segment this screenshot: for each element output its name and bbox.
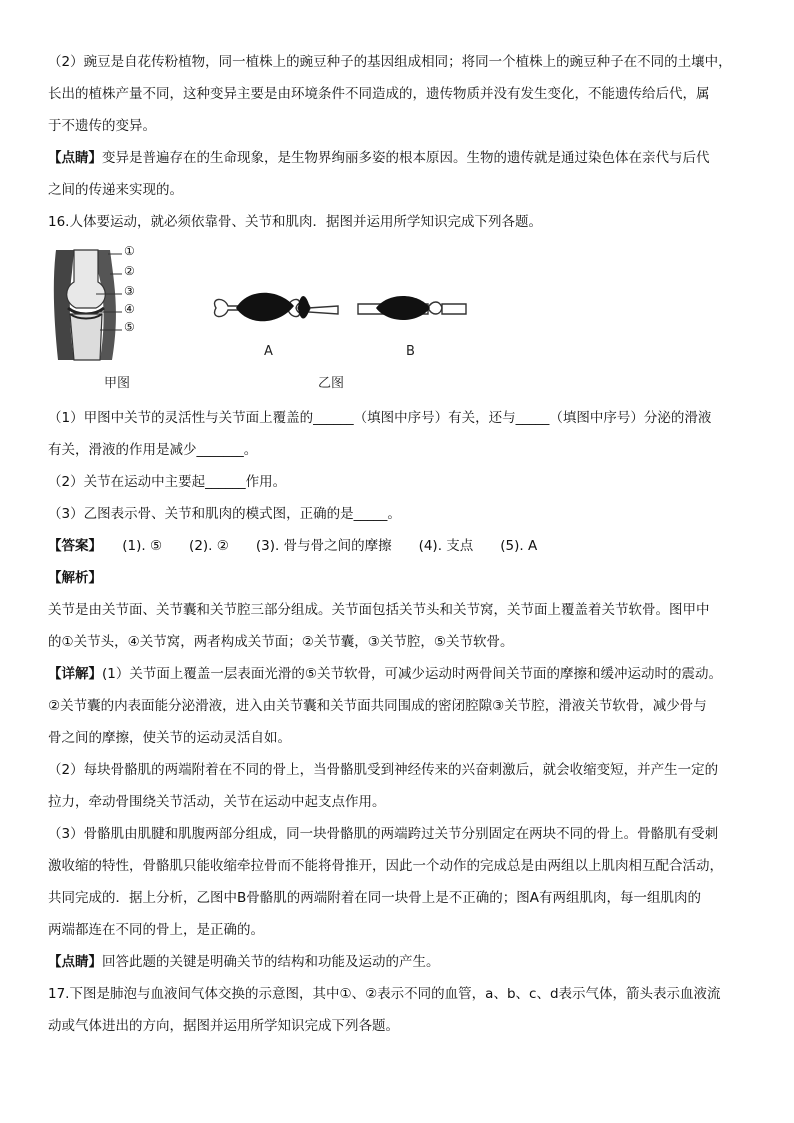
- text-line: （2）关节在运动中主要起______作用。: [48, 474, 287, 490]
- jia-caption: 甲图: [104, 376, 131, 391]
- text-line: （2）豌豆是自花传粉植物，同一植株上的豌豆种子的基因组成相同；将同一个植株上的豌豆种子在不同的土壤中，: [48, 54, 732, 70]
- jia-joint-diagram: [54, 250, 122, 360]
- yi-diagram-a: [215, 293, 338, 322]
- jia-label-3: ③: [124, 284, 135, 298]
- text-line: 的①关节头，④关节窝，两者构成关节面；②关节囊，③关节腔，⑤关节软骨。: [48, 634, 514, 650]
- jia-label-4: ④: [124, 302, 135, 316]
- text-line: 【答案】 (1). ⑤ (2). ② (3). 骨与骨之间的摩擦 (4). 支点 (5). A: [48, 538, 538, 554]
- text-line: 16.人体要运动，就必须依靠骨、关节和肌肉．据图并运用所学知识完成下列各题。: [48, 214, 542, 230]
- jia-label-5: ⑤: [124, 320, 135, 334]
- text-line: ②关节囊的内表面能分泌滑液，进入由关节囊和关节面共同围成的密闭腔隙③关节腔，滑液关节软骨，减少骨与: [48, 698, 707, 714]
- text-line: [48, 568, 102, 588]
- text-line: 长出的植株产量不同，这种变异主要是由环境条件不同造成的，遗传物质并没有发生变化，不能遗传给后代，属: [48, 86, 710, 102]
- text-line: 关节是由关节面、关节囊和关节腔三部分组成。关节面包括关节头和关节窝，关节面上覆盖着关节软骨。图甲中: [48, 602, 710, 618]
- section-marker: 【答案】: [48, 538, 96, 554]
- section-marker: 【详解】: [48, 666, 102, 682]
- text-line: 于不遗传的变异。: [48, 118, 156, 134]
- yi-caption: 乙图: [318, 376, 345, 391]
- joint-figure: [48, 242, 528, 392]
- text-line: 【点睛】变异是普遍存在的生命现象，是生物界绚丽多姿的根本原因。生物的遗传就是通过染色体在亲代与后代: [48, 150, 710, 166]
- text-line: 动或气体进出的方向，据图并运用所学知识完成下列各题。: [48, 1018, 399, 1034]
- text-line: 【点睛】回答此题的关键是明确关节的结构和功能及运动的产生。: [48, 954, 440, 970]
- section-marker: 【点睛】: [48, 954, 102, 970]
- text-line: 激收缩的特性，骨骼肌只能收缩牵拉骨而不能将骨推开，因此一个动作的完成总是由两组以上肌肉相互配合活动，: [48, 858, 723, 874]
- joint-diagrams: [48, 242, 528, 392]
- text-line: 共同完成的．据上分析，乙图中B骨骼肌的两端附着在同一块骨上是不正确的；图A有两组肌肉，每一组肌肉的: [48, 890, 701, 906]
- text-line: 【详解】(1）关节面上覆盖一层表面光滑的⑤关节软骨，可减少运动时两骨间关节面的摩擦和缓冲运动时的震动。: [48, 666, 722, 682]
- jia-label-2: ②: [124, 264, 135, 278]
- text-line: （2）每块骨骼肌的两端附着在不同的骨上，当骨骼肌受到神经传来的兴奋刺激后，就会收缩变短，并产生一定的: [48, 762, 719, 778]
- text-line: 拉力，牵动骨围绕关节活动，关节在运动中起支点作用。: [48, 794, 386, 810]
- jia-label-1: ①: [124, 244, 135, 258]
- text-line: （3）骨骼肌由肌腱和肌腹两部分组成，同一块骨骼肌的两端跨过关节分别固定在两块不同的骨上。骨骼肌有受刺: [48, 826, 719, 842]
- text-line: 之间的传递来实现的。: [48, 182, 183, 198]
- text-line: 有关，滑液的作用是减少_______。: [48, 442, 258, 458]
- yi-diagram-b: [358, 296, 466, 320]
- text-line: （3）乙图表示骨、关节和肌肉的模式图，正确的是_____。: [48, 506, 401, 522]
- section-marker: 【解析】: [48, 570, 102, 586]
- yi-sub-a: A: [264, 344, 273, 359]
- yi-sub-b: B: [406, 344, 415, 359]
- text-line: 骨之间的摩擦，使关节的运动灵活自如。: [48, 730, 291, 746]
- text-line: （1）甲图中关节的灵活性与关节面上覆盖的______（填图中序号）有关，还与_____（填图中序号）分泌的滑液: [48, 410, 712, 426]
- text-line: 17.下图是肺泡与血液间气体交换的示意图，其中①、②表示不同的血管，a、b、c、d表示气体，箭头表示血液流: [48, 986, 721, 1002]
- section-marker: 【点睛】: [48, 150, 102, 166]
- text-line: 两端都连在不同的骨上，是正确的。: [48, 922, 264, 938]
